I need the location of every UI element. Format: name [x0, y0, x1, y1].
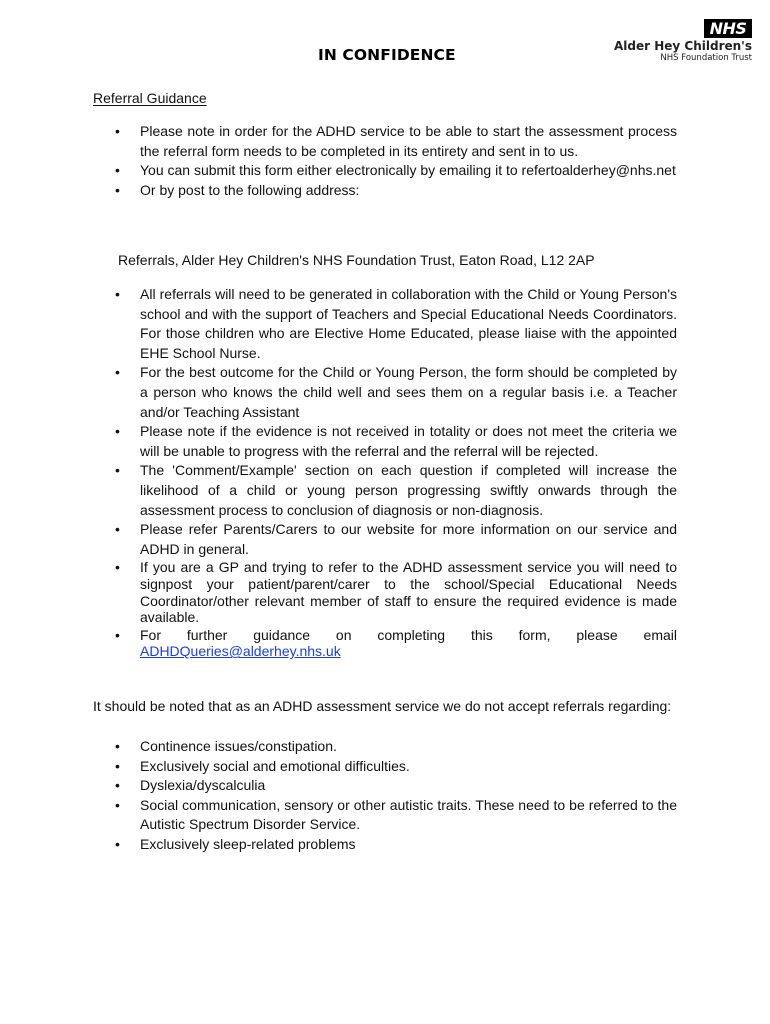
list-item: • You can submit this form either electronically by emailing it to refertoalderhey@nhs.net — [115, 161, 677, 181]
list-item: • The 'Comment/Example' section on each question if completed will increase the likelihood of a child or young person progressing swiftly onwards through the assessment process to conclusion of diagnosis or non-diagnosis. — [115, 461, 677, 520]
postal-address: Referrals, Alder Hey Children's NHS Foundation Trust, Eaton Road, L12 2AP — [118, 252, 595, 268]
list-item: • Dyslexia/dyscalculia — [115, 776, 677, 796]
nhs-logo-mark: NHS — [704, 19, 752, 38]
list-item-guidance — [115, 627, 677, 661]
list-item: • Please note in order for the ADHD service to be able to start the assessment process the referral form needs to be completed in its entirety and sent in to us. — [115, 122, 677, 161]
submission-list — [115, 122, 677, 200]
list-item: • Exclusively social and emotional difficulties. — [115, 757, 677, 777]
list-item: • Please note if the evidence is not received in totality or does not meet the criteria we will be unable to progress with the referral and the referral will be rejected. — [115, 422, 677, 461]
list-item: • Or by post to the following address: — [115, 181, 677, 201]
trust-name: Alder Hey Children's — [614, 39, 752, 53]
referral-requirements-list — [115, 285, 677, 661]
list-item: • Social communication, sensory or other autistic traits. These need to be referred to the Autistic Spectrum Disorder Service. — [115, 796, 677, 835]
section-heading: Referral Guidance — [93, 90, 207, 106]
trust-subtitle: NHS Foundation Trust — [660, 53, 752, 63]
list-item: • For the best outcome for the Child or Young Person, the form should be completed by a person who knows the child well and sees them on a regular basis i.e. a Teacher and/or Teaching Assistant — [115, 363, 677, 422]
list-item: • Exclusively sleep-related problems — [115, 835, 677, 855]
guidance-text: For further guidance on completing this form, please email — [140, 626, 677, 643]
email-link[interactable]: ADHDQueries@alderhey.nhs.uk — [140, 643, 341, 660]
list-item: • If you are a GP and trying to refer to the ADHD assessment service you will need to signpost your patient/parent/carer to the school/Special Educational Needs Coordinator/other relevant member of staff to ensure the required evidence is made available. — [115, 559, 677, 626]
page-title: IN CONFIDENCE — [318, 46, 456, 64]
exclusion-note: It should be noted that as an ADHD assessment service we do not accept referrals regarding: — [93, 698, 672, 714]
list-item: • All referrals will need to be generated in collaboration with the Child or Young Person's school and with the support of Teachers and Special Educational Needs Coordinators. For those children who are Elective Home Educated, please liaise with the appointed EHE School Nurse. — [115, 285, 677, 363]
list-item: • Continence issues/constipation. — [115, 737, 677, 757]
nhs-logo — [616, 19, 752, 65]
exclusion-list — [115, 737, 677, 855]
list-item: • Please refer Parents/Carers to our website for more information on our service and ADHD in general. — [115, 520, 677, 559]
